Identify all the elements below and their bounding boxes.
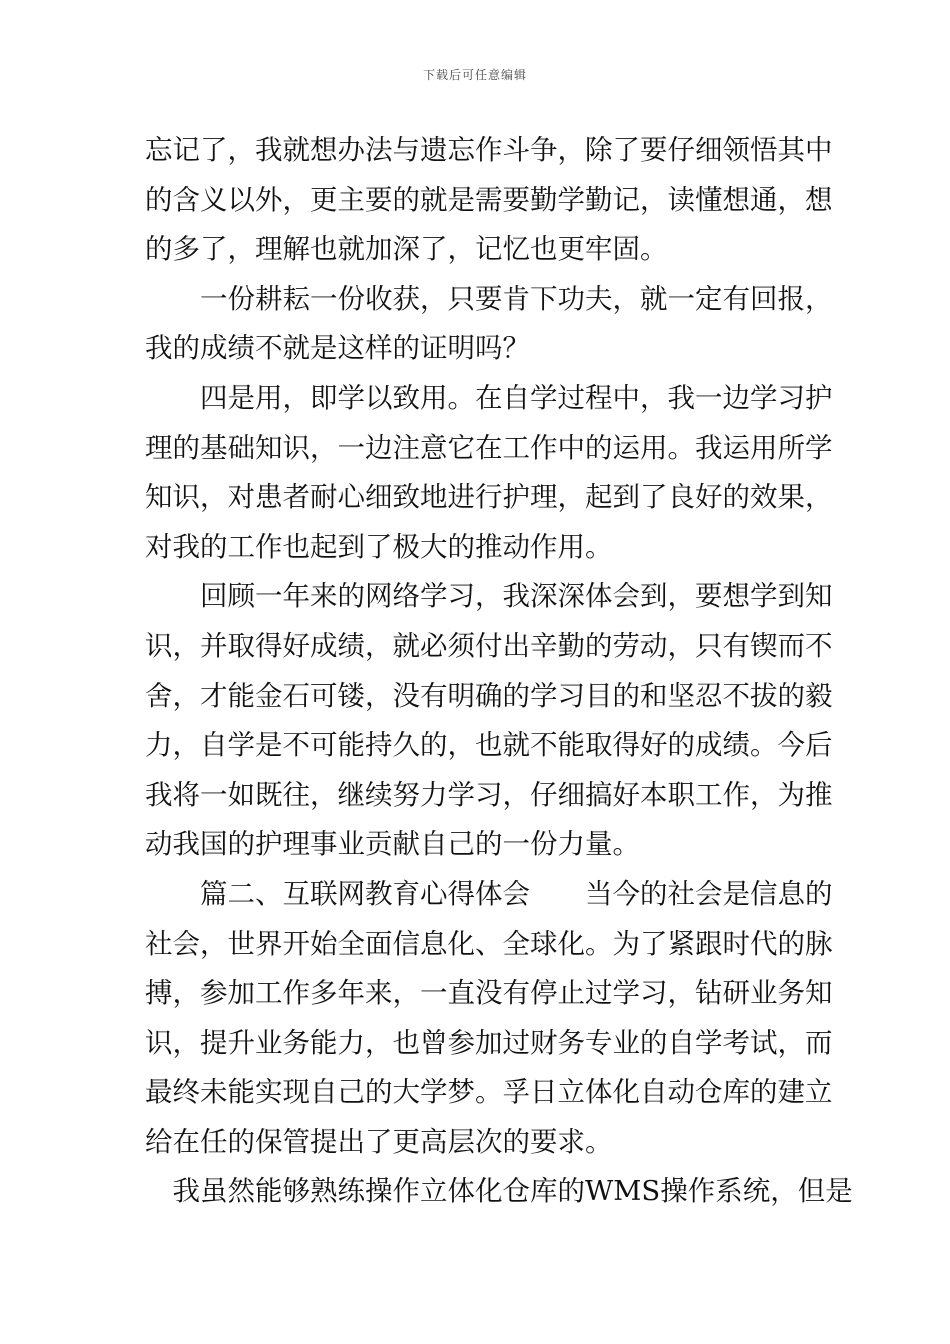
- paragraph-2: [145, 275, 833, 374]
- document-body: [145, 126, 853, 1217]
- text-line: 识，提升业务能力，也曾参加过财务专业的自学考试，而: [145, 1026, 833, 1059]
- text-line: 动我国的护理事业贡献自己的一份力量。: [145, 828, 640, 861]
- text-line: 舍，才能金石可镂，没有明确的学习目的和坚忍不拔的毅: [145, 679, 833, 712]
- paragraph-4: [145, 572, 833, 870]
- text-line: 的含义以外，更主要的就是需要勤学勤记，读懂想通，想: [145, 183, 833, 216]
- text-line: 回顾一年来的网络学习，我深深体会到，要想学到知: [145, 580, 833, 613]
- text-line: 力，自学是不可能持久的，也就不能取得好的成绩。今后: [145, 729, 833, 762]
- text-line: 忘记了，我就想办法与遗忘作斗争，除了要仔细领悟其中: [145, 134, 833, 166]
- text-line: 识，并取得好成绩，就必须付出辛勤的劳动，只有锲而不: [145, 629, 833, 662]
- text-line: 对我的工作也起到了极大的推动作用。: [145, 530, 613, 563]
- paragraph-6: [145, 1167, 853, 1217]
- text-line: 最终未能实现自己的大学梦。孚日立体化自动仓库的建立: [145, 1076, 833, 1109]
- paragraph-1: [145, 126, 833, 275]
- text-line: 理的基础知识，一边注意它在工作中的运用。我运用所学: [145, 431, 833, 464]
- page-header: 下载后可任意编辑: [422, 68, 527, 82]
- text-line: 知识，对患者耐心细致地进行护理，起到了良好的效果，: [145, 481, 833, 514]
- text-line: 篇二、互联网教育心得体会 当今的社会是信息的: [145, 877, 833, 910]
- paragraph-3: [145, 374, 833, 572]
- text-line: 社会，世界开始全面信息化、全球化。为了紧跟时代的脉: [145, 927, 833, 960]
- text-line: 的多了，理解也就加深了，记忆也更牢固。: [145, 233, 668, 266]
- text-line: 我虽然能够熟练操作立体化仓库的WMS操作系统，但是: [145, 1175, 853, 1208]
- text-line: 给在任的保管提出了更高层次的要求。: [145, 1125, 613, 1158]
- text-line: 一份耕耘一份收获，只要肯下功夫，就一定有回报，: [145, 282, 833, 315]
- text-line: 搏，参加工作多年来，一直没有停止过学习，钻研业务知: [145, 977, 833, 1010]
- text-line: 四是用，即学以致用。在自学过程中，我一边学习护: [145, 381, 833, 414]
- text-line: 我的成绩不就是这样的证明吗？: [145, 332, 530, 365]
- text-line: 我将一如既往，继续努力学习，仔细搞好本职工作，为推: [145, 778, 833, 811]
- paragraph-5: [145, 870, 833, 1168]
